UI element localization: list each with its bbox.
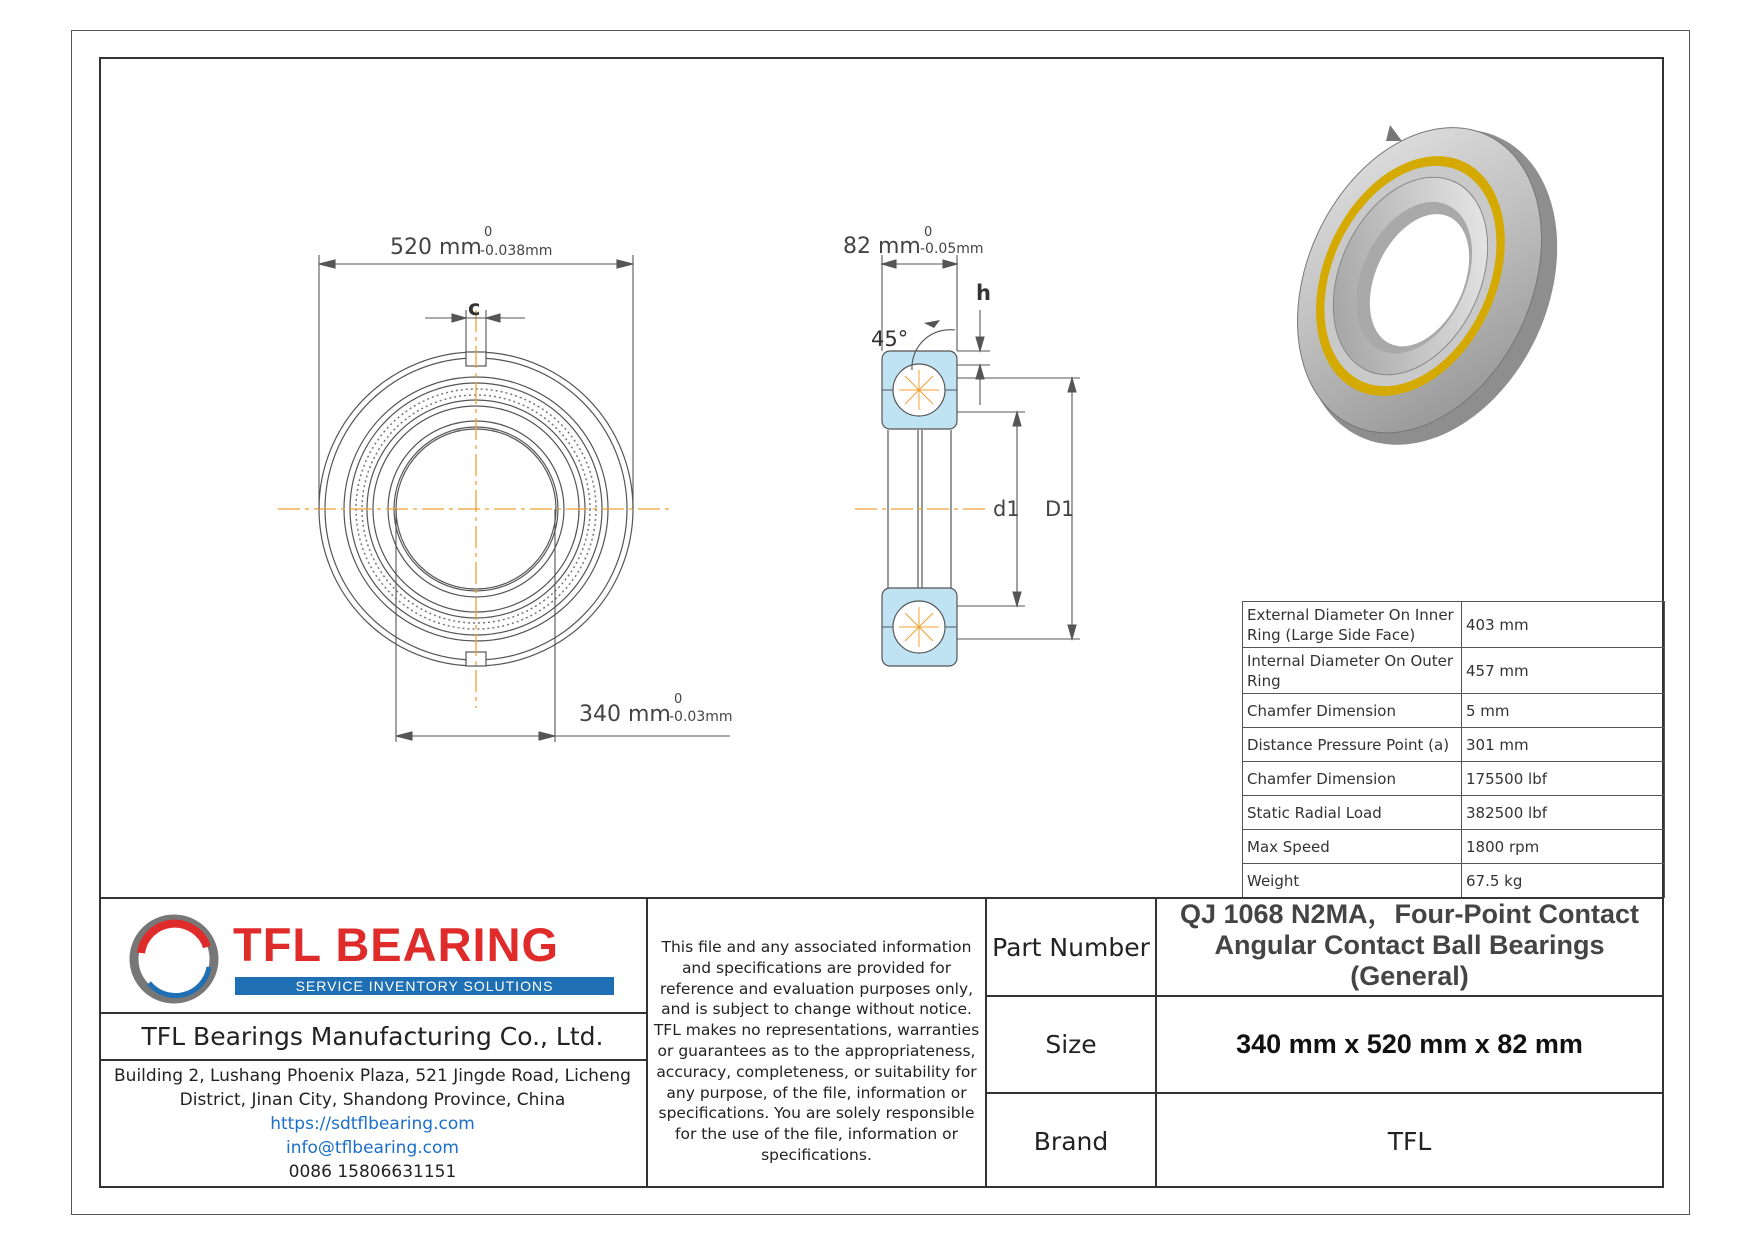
size-label: Size bbox=[1045, 1030, 1097, 1059]
spec-key: Distance Pressure Point (a) bbox=[1243, 728, 1462, 762]
part-number-line-2: Angular Contact Ball Bearings bbox=[1214, 930, 1605, 960]
spec-key: External Diameter On Inner Ring (Large Side Face) bbox=[1243, 602, 1462, 648]
spec-key: Static Radial Load bbox=[1243, 796, 1462, 830]
brand-value: TFL bbox=[1387, 1126, 1432, 1156]
spec-value: 1800 rpm bbox=[1462, 830, 1665, 864]
spec-row bbox=[1243, 864, 1665, 898]
spec-key: Chamfer Dimension bbox=[1243, 762, 1462, 796]
logo-ring-icon bbox=[129, 913, 219, 1005]
spec-key: Internal Diameter On Outer Ring bbox=[1243, 648, 1462, 694]
part-number-line-3: (General) bbox=[1350, 961, 1469, 991]
website-link[interactable]: https://sdtflbearing.com bbox=[270, 1114, 475, 1134]
h-label: h bbox=[976, 281, 991, 305]
spec-value: 301 mm bbox=[1462, 728, 1665, 762]
bearing-3d-render bbox=[1280, 105, 1570, 465]
angle-label: 45° bbox=[871, 327, 909, 351]
spec-value: 67.5 kg bbox=[1462, 864, 1665, 898]
spec-row bbox=[1243, 796, 1665, 830]
spec-key: Chamfer Dimension bbox=[1243, 694, 1462, 728]
spec-row bbox=[1243, 762, 1665, 796]
disclaimer: This file and any associated information and specifications are provided for reference and evaluation purposes only, and is subject to change without notice. TFL makes no representations, warranties or guarantees as to the appropriateness, accuracy, completeness, or suitability for any purpose, of the file, information or specifications. You are solely responsible for the use of the file, information or specifications. bbox=[653, 938, 980, 1164]
part-number-line-1: QJ 1068 N2MA，Four-Point Contact bbox=[1179, 899, 1640, 929]
email-link[interactable]: info@tflbearing.com bbox=[286, 1138, 459, 1158]
width-tol-upper: 0 bbox=[924, 225, 933, 240]
bore-diameter-label: 340 mm bbox=[579, 702, 671, 727]
outer-diameter-label: 520 mm bbox=[390, 235, 482, 260]
bore-tol-lower: -0.03mm bbox=[669, 709, 733, 725]
spec-value: 403 mm bbox=[1462, 602, 1665, 648]
size-value: 340 mm x 520 mm x 82 mm bbox=[1236, 1029, 1583, 1059]
c-label: c bbox=[468, 296, 481, 320]
spec-value: 382500 lbf bbox=[1462, 796, 1665, 830]
spec-value: 5 mm bbox=[1462, 694, 1665, 728]
spec-table bbox=[1242, 601, 1665, 898]
phone-number: 0086 15806631151 bbox=[288, 1162, 457, 1182]
company-address bbox=[99, 1064, 646, 1188]
width-label: 82 mm bbox=[843, 234, 921, 259]
address-line-1: Building 2, Lushang Phoenix Plaza, 521 Jingde Road, Licheng bbox=[114, 1066, 631, 1086]
spec-row bbox=[1243, 830, 1665, 864]
outer-tol-lower: -0.038mm bbox=[480, 243, 553, 259]
width-tol-lower: -0.05mm bbox=[920, 241, 984, 257]
logo bbox=[129, 911, 629, 1006]
spec-row bbox=[1243, 694, 1665, 728]
part-number-label: Part Number bbox=[992, 932, 1150, 962]
outer-tol-upper: 0 bbox=[484, 225, 493, 240]
bore-tol-upper: 0 bbox=[674, 692, 683, 707]
address-line-2: District, Jinan City, Shandong Province, China bbox=[179, 1090, 566, 1110]
spec-row bbox=[1243, 728, 1665, 762]
title-block bbox=[99, 897, 1664, 1188]
d1-label: d1 bbox=[993, 497, 1020, 521]
spec-value: 457 mm bbox=[1462, 648, 1665, 694]
company-name: TFL Bearings Manufacturing Co., Ltd. bbox=[141, 1022, 604, 1051]
spec-key: Max Speed bbox=[1243, 830, 1462, 864]
spec-key: Weight bbox=[1243, 864, 1462, 898]
logo-tagline: SERVICE INVENTORY SOLUTIONS bbox=[235, 977, 614, 995]
logo-name: TFL BEARING bbox=[233, 918, 560, 971]
spec-row bbox=[1243, 648, 1665, 694]
spec-value: 175500 lbf bbox=[1462, 762, 1665, 796]
D1-label: D1 bbox=[1045, 497, 1075, 521]
part-number-value bbox=[1157, 899, 1662, 995]
brand-label: Brand bbox=[1033, 1126, 1109, 1156]
spec-row bbox=[1243, 602, 1665, 648]
